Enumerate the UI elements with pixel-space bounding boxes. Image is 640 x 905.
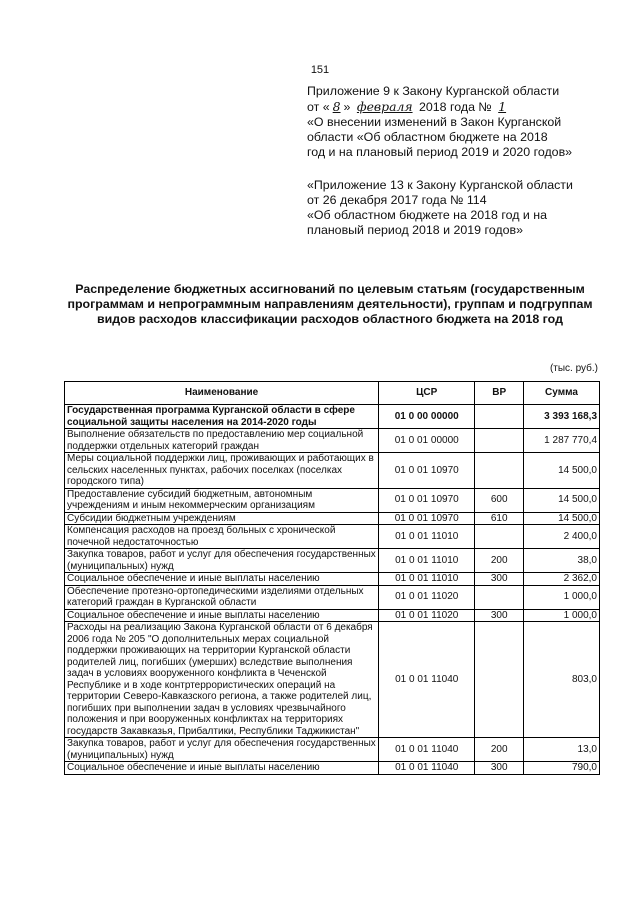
row-vr: [475, 405, 524, 429]
row-name: Социальное обеспечение и иные выплаты населению: [65, 609, 379, 622]
row-vr: 600: [475, 488, 524, 512]
header-line-9: плановый период 2018 и 2019 годов»: [307, 223, 523, 237]
document-title: Распределение бюджетных ассигнований по целевым статьям (государственным программам и непрограммным направлениям деятельности), группам и подгруппам видов расходов классификации расходов областного бюджета на 2018 год: [67, 282, 593, 326]
table-row: [65, 525, 600, 549]
row-sum: 803,0: [523, 622, 599, 738]
header-line-8: «Об областном бюджете на 2018 год и на: [307, 208, 547, 222]
table-row: [65, 573, 600, 586]
row-sum: 2 362,0: [523, 573, 599, 586]
table-row: [65, 585, 600, 609]
date-year: 2018 года №: [419, 100, 492, 114]
handwritten-day: 8: [332, 99, 341, 114]
row-csr: 01 0 01 11040: [379, 738, 475, 762]
table-row: [65, 488, 600, 512]
header-line-7: от 26 декабря 2017 года № 114: [307, 193, 487, 207]
row-csr: 01 0 01 11010: [379, 573, 475, 586]
row-sum: 13,0: [523, 738, 599, 762]
row-csr: 01 0 01 11040: [379, 762, 475, 775]
header-line-2: [307, 99, 607, 115]
column-header-sum: Сумма: [523, 382, 599, 405]
table-row: [65, 429, 600, 453]
table-row: [65, 453, 600, 489]
header-line-1: Приложение 9 к Закону Курганской области: [307, 84, 560, 98]
column-header-csr: ЦСР: [379, 382, 475, 405]
row-sum: 38,0: [523, 549, 599, 573]
table-header-row: [65, 382, 600, 405]
row-csr: 01 0 01 11020: [379, 585, 475, 609]
row-sum: 1 000,0: [523, 585, 599, 609]
row-name: Социальное обеспечение и иные выплаты населению: [65, 762, 379, 775]
appendix-header: [307, 84, 607, 238]
table-row: [65, 609, 600, 622]
row-vr: 610: [475, 512, 524, 525]
units-label: (тыс. руб.): [549, 363, 598, 374]
header-line-6: «Приложение 13 к Закону Курганской области: [307, 178, 573, 192]
row-name: Социальное обеспечение и иные выплаты населению: [65, 573, 379, 586]
row-sum: 14 500,0: [523, 453, 599, 489]
header-line-3: «О внесении изменений в Закон Курганской: [307, 115, 562, 129]
table-row: [65, 405, 600, 429]
row-vr: 300: [475, 609, 524, 622]
row-name: Закупка товаров, работ и услуг для обеспечения государственных (муниципальных) нужд: [65, 738, 379, 762]
table-row: [65, 512, 600, 525]
row-vr: [475, 429, 524, 453]
row-name: Компенсация расходов на проезд больных с хронической почечной недостаточностью: [65, 525, 379, 549]
row-sum: 14 500,0: [523, 488, 599, 512]
row-csr: 01 0 01 10970: [379, 512, 475, 525]
column-header-vr: ВР: [475, 382, 524, 405]
table-row: [65, 549, 600, 573]
row-csr: 01 0 01 11010: [379, 525, 475, 549]
table-row: [65, 738, 600, 762]
row-vr: 200: [475, 738, 524, 762]
row-csr: 01 0 01 10970: [379, 453, 475, 489]
row-csr: 01 0 01 11040: [379, 622, 475, 738]
row-sum: 790,0: [523, 762, 599, 775]
row-csr: 01 0 00 00000: [379, 405, 475, 429]
row-sum: 2 400,0: [523, 525, 599, 549]
row-csr: 01 0 01 11010: [379, 549, 475, 573]
table-row: [65, 762, 600, 775]
date-prefix: от «: [307, 100, 330, 114]
row-csr: 01 0 01 10970: [379, 488, 475, 512]
date-mid: »: [343, 100, 351, 114]
page-number: 151: [310, 64, 330, 76]
row-name: Закупка товаров, работ и услуг для обеспечения государственных (муниципальных) нужд: [65, 549, 379, 573]
row-vr: [475, 622, 524, 738]
budget-table: [64, 381, 600, 775]
row-name: Расходы на реализацию Закона Курганской области от 6 декабря 2006 года № 205 "О дополнительных мерах социальной поддержки проживающих на территории Курганской области родителей лиц, погибших (умерших) вследствие выполнения задач в условиях вооруженного конфликта в Чеченской Республике и в ходе контртеррористических операций на территории Северо-Кавказского региона, а также родителей лиц, погибших при выполнении задач в условиях чрезвычайного положения и при вооруженных конфликтах на территориях государств Закавказья, Прибалтики, Республики Таджикистан": [65, 622, 379, 738]
row-sum: 1 000,0: [523, 609, 599, 622]
row-sum: 3 393 168,3: [523, 405, 599, 429]
row-name: Выполнение обязательств по предоставлению мер социальной поддержки отдельных категорий граждан: [65, 429, 379, 453]
row-name: Субсидии бюджетным учреждениям: [65, 512, 379, 525]
header-line-5: год и на плановый период 2019 и 2020 годов»: [307, 145, 573, 159]
row-vr: [475, 453, 524, 489]
row-name: Меры социальной поддержки лиц, проживающих и работающих в сельских населенных пунктах, рабочих поселках (поселках городского типа): [65, 453, 379, 489]
row-vr: [475, 525, 524, 549]
row-sum: 14 500,0: [523, 512, 599, 525]
row-vr: [475, 585, 524, 609]
row-name: Государственная программа Курганской области в сфере социальной защиты населения на 2014-2020 годы: [65, 405, 379, 429]
table-row: [65, 622, 600, 738]
row-vr: 300: [475, 762, 524, 775]
header-line-4: области «Об областном бюджете на 2018: [307, 130, 548, 144]
handwritten-law-number: 1: [498, 99, 507, 114]
handwritten-month: февраля: [356, 99, 413, 114]
row-csr: 01 0 01 00000: [379, 429, 475, 453]
row-sum: 1 287 770,4: [523, 429, 599, 453]
column-header-name: Наименование: [65, 382, 379, 405]
row-vr: 300: [475, 573, 524, 586]
row-name: Предоставление субсидий бюджетным, автономным учреждениям и иным некоммерческим организациям: [65, 488, 379, 512]
row-csr: 01 0 01 11020: [379, 609, 475, 622]
row-name: Обеспечение протезно-ортопедическими изделиями отдельных категорий граждан в Курганской области: [65, 585, 379, 609]
row-vr: 200: [475, 549, 524, 573]
